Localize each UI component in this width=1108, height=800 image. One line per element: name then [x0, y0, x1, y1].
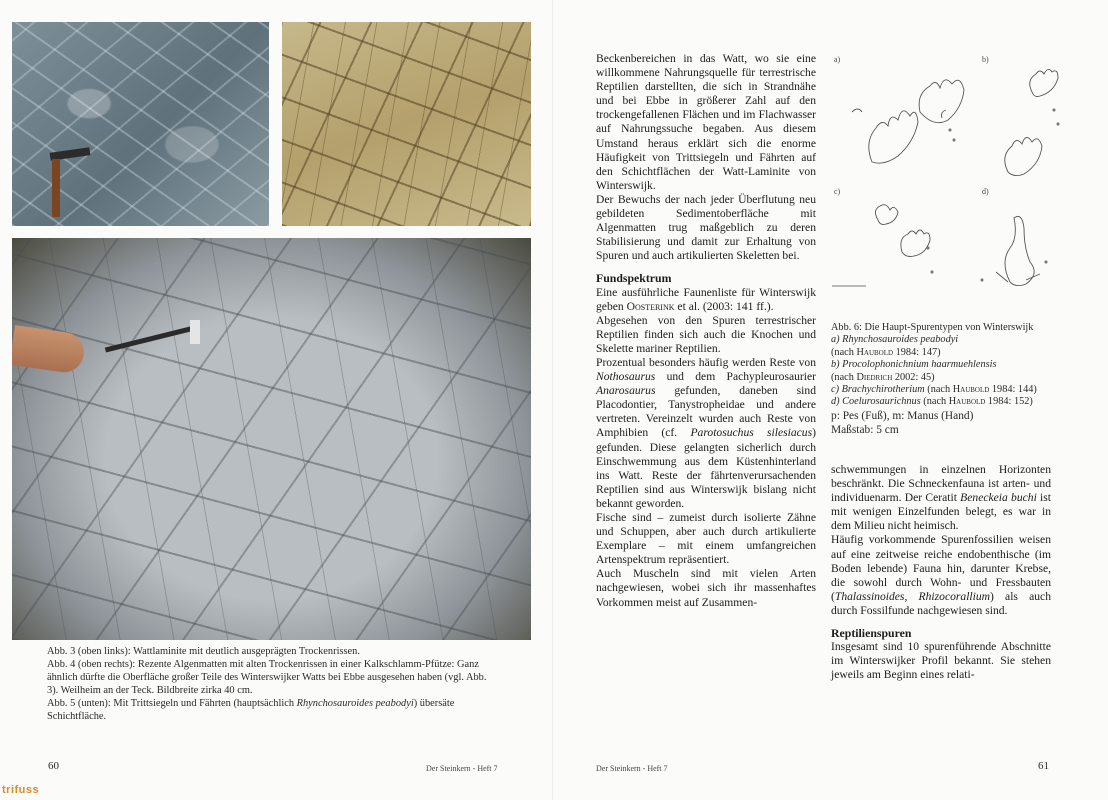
figure-3-photo [12, 22, 269, 226]
figure-4-photo [282, 22, 531, 226]
section-heading-reptilienspuren: Reptilienspuren [831, 626, 912, 641]
running-head-right: Der Steinkern - Heft 7 [596, 764, 668, 773]
page-number-left: 60 [48, 760, 59, 772]
caption-fig3: Abb. 3 (oben links): Wattlaminite mit deutlich ausgeprägten Trockenrissen. [47, 646, 360, 657]
caption-ref-a: (nach Haubold 1984: 147) [831, 346, 941, 358]
caption-item-a: a) Rhynchosauroides peabodyi [831, 334, 959, 346]
track-c-drawing [875, 205, 933, 273]
hammer-handle [52, 159, 60, 217]
figure-6-label-b: b) [982, 55, 989, 64]
caption-item-b: b) Procolophonichnium haarmuehlensis [831, 359, 997, 371]
paragraph: schwemmungen in einzelnen Horizonten beschränkt. Die Schneckenfauna ist arten- und individuenarm. Der Ceratit Beneckeia buchi ist mit wenigen Einzelfunden belegt, es war in dem Milieu nicht heimisch. [831, 463, 1051, 533]
section-heading-fundspektrum: Fundspektrum [596, 271, 672, 286]
track-a-drawing [852, 80, 964, 163]
caption-scale: Maßstab: 5 cm [831, 423, 899, 436]
paragraph: Beckenbereichen in das Watt, wo sie eine willkommene Nahrungsquelle für terrestrische Reptilien darstellten, die sich in Strandnähe und bei Ebbe in größerer Zahl auf den trockengefallenen Flächen und im Flachwasser auf Nahrungssuche begaben. Aus diesem Umstand heraus erklärt sich die enorme Häufigkeit von Trittsiegeln und Fährten auf den Schichtflächen der Watt-Laminite von Winterswijk. [596, 52, 816, 192]
caption-item-c: c) Brachychirotherium (nach Haubold 1984: 144) [831, 384, 1037, 396]
caption-item-d: d) Coelurosaurichnus (nach Haubold 1984: 152) [831, 396, 1033, 408]
paragraph: Prozentual besonders häufig werden Reste von Nothosaurus und dem Pachypleurosaurier Anarosaurus gefunden, daneben sind Placodontier, Tanystropheidae und andere vertreten. Vereinzelt wurden auch Reste von Amphibien (cf. Parotosuchus silesiacus) gefunden. Diese gelangten sicherlich durch Einschwemmung aus dem Küstenhinterland ins Watt. Reste der fährtenverursachenden Reptilien sind aus Winterswijk bislang nicht bekannt geworden. [596, 355, 816, 510]
paragraph: Der Bewuchs der nach jeder Überflutung neu gebildeten Sedimentoberfläche mit Algenmatten trug maßgeblich zu deren Stabilisierung und damit zur Erhaltung von Spuren und auch artikulierten Skeletten bei. [596, 192, 816, 263]
caption-fig5: Abb. 5 (unten): Mit Trittsiegeln und Fährten (hauptsächlich Rhynchosauroides peabodyi) übersäte Schichtfläche. [47, 698, 455, 722]
text-column-left [596, 52, 816, 610]
figure-captions-left [47, 645, 487, 723]
caption-legend: p: Pes (Fuß), m: Manus (Hand) [831, 409, 974, 422]
figure-6-label-a: a) [834, 55, 841, 64]
caption-title: Abb. 6: Die Haupt-Spurentypen von Winterswijk [831, 322, 1034, 333]
caption-ref-b: (nach Diedrich 2002: 45) [831, 371, 935, 383]
watermark-logo: trifuss [2, 784, 40, 796]
paragraph: Auch Muscheln sind mit vielen Arten nachgewiesen, wobei sich ihr massenhaftes Vorkommen meist auf Zusammen- [596, 567, 816, 609]
page-number-right: 61 [1038, 760, 1049, 772]
text-column-right [831, 463, 1051, 682]
paragraph: Insgesamt sind 10 spurenführende Abschnitte im Winterswijker Profil bekannt. Sie stehen jeweils am Beginn eines relati- [831, 640, 1051, 682]
paragraph: Eine ausführliche Faunenliste für Winterswijk geben Oosterink et al. (2003: 141 ff.). [596, 285, 816, 313]
paragraph: Abgesehen von den Spuren terrestrischer Reptilien finden sich auch die Knochen und Skelette mariner Reptilien. [596, 313, 816, 355]
paragraph: Fische sind – zumeist durch isolierte Zähne und Schuppen, aber auch durch artikulierte Exemplare – mit einem umfangreichen Artenspektrum repräsentiert. [596, 511, 816, 567]
track-b-drawing [1005, 69, 1059, 175]
caption-fig4: Abb. 4 (oben rechts): Rezente Algenmatten mit alten Trockenrissen in einer Kalkschlamm-Pfütze: Ganz ähnlich dürfte die Oberfläche großer Teile des Winterswijker Watts bei Ebbe ausgesehen haben (vgl. Abb. 3). Weilheim an der Teck. Bildbreite zirka 40 cm. [47, 659, 487, 696]
figure-6-track-drawings [832, 52, 1064, 292]
hand [12, 325, 86, 375]
figure-6-label-d: d) [982, 187, 989, 196]
hammer-handle [105, 324, 199, 352]
running-head-left: Der Steinkern - Heft 7 [426, 764, 498, 773]
track-d-drawing [981, 216, 1047, 285]
hammer-head [190, 320, 200, 344]
figure-6-caption [831, 322, 1063, 437]
paragraph: Häufig vorkommende Spurenfossilien weisen auf eine zeitweise reiche endobenthische (im Boden lebende) Fauna hin, darunter Krebse, die sowohl durch Wohn- und Fressbauten (Thalassinoides, Rhizocorallium) als auch durch Fossilfunde nachgewiesen sind. [831, 533, 1051, 617]
figure-6-label-c: c) [834, 187, 841, 196]
figure-5-photo [12, 238, 531, 640]
